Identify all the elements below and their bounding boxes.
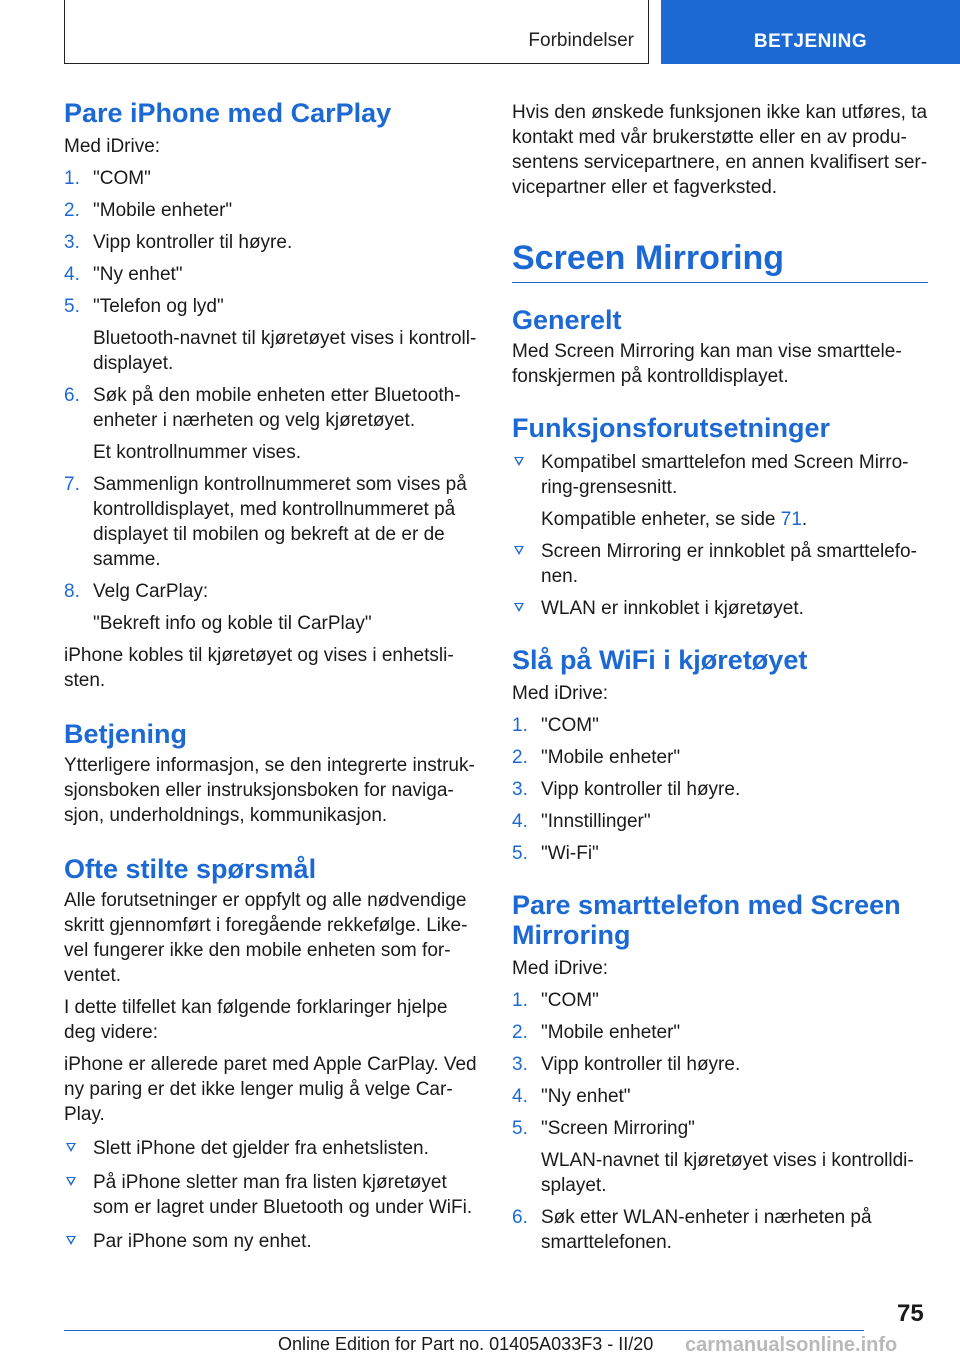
step-note: Kompatible enheter, se side 71. (541, 509, 808, 530)
list-item: Screen Mirroring er innkoblet på smarttelefonen. (512, 539, 928, 589)
header-section-box (64, 0, 649, 64)
heading-requirements: Funksjonsforutsetninger (512, 413, 831, 443)
list-item: Kompatibel smarttelefon med Screen Mirroring-grensesnitt. Kompatible enheter, se side 71. (512, 450, 928, 532)
heading-pair-iphone: Pare iPhone med CarPlay (64, 98, 392, 128)
list-item: 5. "Wi-Fi" (512, 843, 599, 864)
list-item: 2. "Mobile enheter" (512, 1022, 681, 1043)
carplay-steps (64, 166, 478, 636)
heading-betjening: Betjening (64, 719, 188, 749)
triangle-bullet-icon (514, 603, 524, 612)
list-item: WLAN er innkoblet i kjøretøyet. (512, 596, 928, 621)
heading-screen-mirroring: Screen Mirroring (512, 238, 928, 283)
header-chapter-tab (661, 0, 960, 64)
betjening-text: Ytterligere informasjon, se den integrerte instruksjonsboken eller instruksjonsboken for navigasjon, underholdnings, kommunikasjon. (64, 755, 475, 826)
list-item: 5. "Screen Mirroring" WLAN-navnet til kjøretøyet vises i kontrolldisplayet. (512, 1116, 928, 1198)
step-note: WLAN-navnet til kjøretøyet vises i kontrolldisplayet. (541, 1150, 914, 1196)
list-item: Slett iPhone det gjelder fra enhetslisten. (64, 1136, 478, 1161)
list-item: 5. "Telefon og lyd" Bluetooth-navnet til kjøretøyet vises i kontrolldisplayet. (64, 296, 477, 374)
footer-divider (64, 1330, 864, 1331)
header-chapter-title: BETJENING (753, 31, 868, 52)
list-item: Par iPhone som ny enhet. (64, 1229, 478, 1254)
triangle-bullet-icon (66, 1236, 76, 1245)
step-note: "Bekreft info og koble til CarPlay" (93, 613, 372, 634)
list-item: På iPhone sletter man fra listen kjøretøyet som er lagret under Bluetooth og under WiFi. (64, 1170, 478, 1220)
faq-paragraph: Alle forutsetninger er oppfylt og alle nødvendige skritt gjennomført i foregående rekkefølge. Likevel fungerer ikke den mobile enheten som forventet. (64, 890, 468, 986)
list-item: 2. "Mobile enheter" (64, 200, 233, 221)
list-item: 8. Velg CarPlay: "Bekreft info og koble til CarPlay" (64, 579, 478, 636)
heading-faq: Ofte stilte spørsmål (64, 854, 317, 884)
triangle-bullet-icon (66, 1177, 76, 1186)
faq-paragraph: iPhone er allerede paret med Apple CarPlay. Ved ny paring er det ikke lenger mulig å velge CarPlay. (64, 1054, 477, 1125)
faq-bullets (64, 1136, 478, 1254)
page-number: 75 (897, 1300, 924, 1327)
list-item: 7. Sammenlign kontrollnummeret som vises på kontrolldisplayet, med kontrollnummeret på displayet til mobilen og bekreft at de er de samme. (64, 474, 467, 570)
pairing-result: iPhone kobles til kjøretøyet og vises i enhetslisten. (64, 645, 454, 691)
wifi-steps (512, 713, 928, 866)
left-column (64, 98, 478, 1254)
general-text: Med Screen Mirroring kan man vise smarttelefonskjermen på kontrolldisplayet. (512, 341, 902, 387)
list-item: 3. Vipp kontroller til høyre. (512, 1054, 741, 1075)
heading-wifi: Slå på WiFi i kjøretøyet (512, 645, 808, 675)
triangle-bullet-icon (514, 546, 524, 555)
list-item: 4. "Innstillinger" (512, 811, 651, 832)
list-item: 1. "COM" (512, 715, 599, 736)
step-note: Et kontrollnummer vises. (93, 442, 302, 463)
step-note: Bluetooth-navnet til kjøretøyet vises i kontrolldisplayet. (93, 328, 477, 374)
list-item: 4. "Ny enhet" (64, 264, 183, 285)
list-item: 3. Vipp kontroller til høyre. (512, 779, 741, 800)
right-column (512, 100, 928, 1255)
pair-intro: Med iDrive: (512, 958, 609, 979)
wifi-intro: Med iDrive: (512, 683, 609, 704)
footer-edition: Online Edition for Part no. 01405A033F3 - II/20 (278, 1334, 654, 1354)
list-item: 2. "Mobile enheter" (512, 747, 681, 768)
watermark: carmanualsonline.info (685, 1334, 898, 1356)
list-item: 1. "COM" (64, 168, 151, 189)
requirements-list (512, 450, 928, 621)
list-item: 3. Vipp kontroller til høyre. (64, 232, 293, 253)
faq-paragraph: I dette tilfellet kan følgende forklaringer hjelpe deg videre: (64, 997, 448, 1043)
header-section-title: Forbindelser (528, 30, 634, 51)
support-text: Hvis den ønskede funksjonen ikke kan utføres, ta kontakt med vår brukerstøtte eller en av produsentens servicepartnere, en annen kvalifisert servicepartner eller et fagverksted. (512, 102, 928, 198)
intro-idrive: Med iDrive: (64, 136, 161, 157)
triangle-bullet-icon (514, 457, 524, 466)
heading-pair-screen-mirroring: Pare smarttelefon med Screen Mirroring (512, 890, 901, 950)
list-item: 1. "COM" (512, 990, 599, 1011)
page-link[interactable]: 71 (780, 509, 802, 530)
pair-steps (512, 988, 928, 1255)
triangle-bullet-icon (66, 1143, 76, 1152)
heading-general: Generelt (512, 305, 622, 335)
list-item: 6. Søk på den mobile enheten etter Bluetooth-enheter i nærheten og velg kjøretøyet. Et kontrollnummer vises. (64, 383, 478, 465)
list-item: 4. "Ny enhet" (512, 1086, 631, 1107)
list-item: 6. Søk etter WLAN-enheter i nærheten på smarttelefonen. (512, 1207, 872, 1253)
